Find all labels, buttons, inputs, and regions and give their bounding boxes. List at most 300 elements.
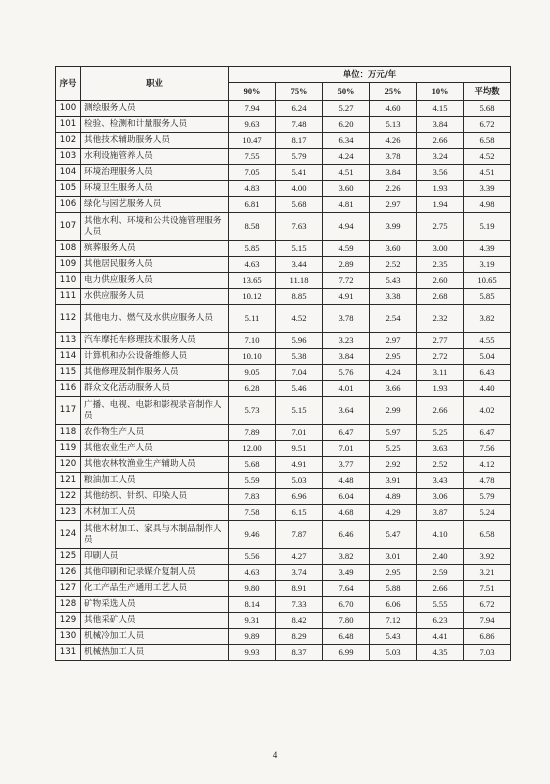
cell-p90: 4.63 <box>229 257 276 273</box>
cell-p50: 4.24 <box>323 149 370 165</box>
cell-occupation: 机械冷加工人员 <box>81 629 229 645</box>
cell-occupation: 其他水利、环境和公共设施管理服务人员 <box>81 213 229 241</box>
cell-p90: 7.55 <box>229 149 276 165</box>
cell-avg: 5.24 <box>464 505 511 521</box>
table-row <box>56 165 511 181</box>
header-occupation: 职业 <box>81 67 229 101</box>
table-row <box>56 549 511 565</box>
cell-p25: 5.97 <box>370 425 417 441</box>
cell-occupation: 化工产品生产通用工艺人员 <box>81 581 229 597</box>
table-row <box>56 305 511 333</box>
cell-p10: 2.35 <box>417 257 464 273</box>
cell-seq: 121 <box>56 473 81 489</box>
cell-seq: 126 <box>56 565 81 581</box>
cell-p90: 7.58 <box>229 505 276 521</box>
cell-seq: 101 <box>56 117 81 133</box>
cell-p50: 4.51 <box>323 165 370 181</box>
table-row <box>56 441 511 457</box>
cell-p50: 6.04 <box>323 489 370 505</box>
cell-p25: 5.47 <box>370 521 417 549</box>
cell-seq: 128 <box>56 597 81 613</box>
cell-seq: 100 <box>56 101 81 117</box>
cell-seq: 113 <box>56 333 81 349</box>
cell-p25: 4.89 <box>370 489 417 505</box>
cell-seq: 122 <box>56 489 81 505</box>
cell-avg: 6.86 <box>464 629 511 645</box>
cell-p50: 6.20 <box>323 117 370 133</box>
table-row <box>56 489 511 505</box>
table-body <box>56 101 511 661</box>
cell-avg: 6.43 <box>464 365 511 381</box>
cell-p50: 3.23 <box>323 333 370 349</box>
cell-p50: 7.64 <box>323 581 370 597</box>
cell-avg: 4.55 <box>464 333 511 349</box>
cell-p10: 2.59 <box>417 565 464 581</box>
table-row <box>56 349 511 365</box>
cell-occupation: 粮油加工人员 <box>81 473 229 489</box>
cell-p50: 3.78 <box>323 305 370 333</box>
cell-p90: 5.68 <box>229 457 276 473</box>
header-avg: 平均数 <box>464 83 511 101</box>
table-header-row <box>56 67 511 83</box>
cell-p90: 9.63 <box>229 117 276 133</box>
cell-seq: 129 <box>56 613 81 629</box>
cell-p10: 3.24 <box>417 149 464 165</box>
cell-p50: 3.60 <box>323 181 370 197</box>
cell-p75: 8.42 <box>276 613 323 629</box>
cell-p10: 3.11 <box>417 365 464 381</box>
cell-p10: 2.52 <box>417 457 464 473</box>
cell-p10: 6.23 <box>417 613 464 629</box>
cell-p90: 6.28 <box>229 381 276 397</box>
cell-avg: 3.92 <box>464 549 511 565</box>
cell-seq: 130 <box>56 629 81 645</box>
cell-avg: 10.65 <box>464 273 511 289</box>
cell-seq: 127 <box>56 581 81 597</box>
table-row <box>56 581 511 597</box>
cell-p25: 4.29 <box>370 505 417 521</box>
table-row <box>56 365 511 381</box>
cell-occupation: 其他修理及制作服务人员 <box>81 365 229 381</box>
cell-p75: 6.15 <box>276 505 323 521</box>
cell-p90: 8.58 <box>229 213 276 241</box>
cell-p25: 3.01 <box>370 549 417 565</box>
cell-p25: 5.03 <box>370 645 417 661</box>
cell-p25: 3.91 <box>370 473 417 489</box>
cell-p25: 5.25 <box>370 441 417 457</box>
cell-seq: 114 <box>56 349 81 365</box>
cell-p25: 3.38 <box>370 289 417 305</box>
cell-p75: 5.15 <box>276 397 323 425</box>
cell-p90: 5.85 <box>229 241 276 257</box>
cell-seq: 103 <box>56 149 81 165</box>
cell-p10: 2.32 <box>417 305 464 333</box>
table-row <box>56 333 511 349</box>
cell-avg: 7.51 <box>464 581 511 597</box>
cell-p10: 3.63 <box>417 441 464 457</box>
cell-p50: 7.80 <box>323 613 370 629</box>
cell-avg: 4.52 <box>464 149 511 165</box>
cell-p25: 3.60 <box>370 241 417 257</box>
cell-p90: 10.12 <box>229 289 276 305</box>
cell-p90: 9.80 <box>229 581 276 597</box>
cell-p10: 3.43 <box>417 473 464 489</box>
cell-occupation: 广播、电视、电影和影视录音制作人员 <box>81 397 229 425</box>
cell-p50: 4.01 <box>323 381 370 397</box>
cell-seq: 105 <box>56 181 81 197</box>
cell-avg: 6.72 <box>464 117 511 133</box>
cell-p75: 5.96 <box>276 333 323 349</box>
cell-p50: 3.49 <box>323 565 370 581</box>
table-row <box>56 425 511 441</box>
cell-seq: 118 <box>56 425 81 441</box>
cell-avg: 3.19 <box>464 257 511 273</box>
cell-p75: 11.18 <box>276 273 323 289</box>
cell-p10: 2.68 <box>417 289 464 305</box>
cell-p75: 3.74 <box>276 565 323 581</box>
cell-occupation: 印刷人员 <box>81 549 229 565</box>
table-row <box>56 457 511 473</box>
cell-p75: 5.46 <box>276 381 323 397</box>
table-row <box>56 397 511 425</box>
cell-seq: 111 <box>56 289 81 305</box>
cell-p25: 3.84 <box>370 165 417 181</box>
cell-p50: 7.01 <box>323 441 370 457</box>
cell-p50: 3.82 <box>323 549 370 565</box>
cell-p25: 5.43 <box>370 629 417 645</box>
cell-p10: 5.55 <box>417 597 464 613</box>
cell-occupation: 矿物采选人员 <box>81 597 229 613</box>
header-p75: 75% <box>276 83 323 101</box>
cell-occupation: 绿化与园艺服务人员 <box>81 197 229 213</box>
table-row <box>56 213 511 241</box>
cell-p10: 2.77 <box>417 333 464 349</box>
cell-p75: 4.52 <box>276 305 323 333</box>
cell-p90: 9.93 <box>229 645 276 661</box>
cell-p10: 1.93 <box>417 381 464 397</box>
cell-p90: 9.89 <box>229 629 276 645</box>
table-row <box>56 381 511 397</box>
cell-p50: 4.94 <box>323 213 370 241</box>
table-row <box>56 289 511 305</box>
cell-p10: 2.66 <box>417 397 464 425</box>
table-row <box>56 241 511 257</box>
cell-avg: 4.98 <box>464 197 511 213</box>
cell-seq: 125 <box>56 549 81 565</box>
cell-avg: 5.68 <box>464 101 511 117</box>
cell-p75: 7.87 <box>276 521 323 549</box>
cell-p90: 7.89 <box>229 425 276 441</box>
cell-p75: 6.96 <box>276 489 323 505</box>
cell-seq: 108 <box>56 241 81 257</box>
cell-p90: 10.47 <box>229 133 276 149</box>
cell-avg: 3.21 <box>464 565 511 581</box>
cell-p50: 6.34 <box>323 133 370 149</box>
cell-p90: 9.31 <box>229 613 276 629</box>
cell-p50: 6.47 <box>323 425 370 441</box>
cell-p50: 6.48 <box>323 629 370 645</box>
table-row <box>56 133 511 149</box>
cell-p25: 2.95 <box>370 565 417 581</box>
cell-p90: 4.83 <box>229 181 276 197</box>
cell-occupation: 其他印刷和记录媒介复制人员 <box>81 565 229 581</box>
cell-p25: 2.52 <box>370 257 417 273</box>
cell-avg: 3.39 <box>464 181 511 197</box>
cell-avg: 6.58 <box>464 521 511 549</box>
cell-occupation: 电力供应服务人员 <box>81 273 229 289</box>
cell-seq: 119 <box>56 441 81 457</box>
cell-occupation: 农作物生产人员 <box>81 425 229 441</box>
cell-p25: 4.26 <box>370 133 417 149</box>
cell-occupation: 检验、检测和计量服务人员 <box>81 117 229 133</box>
cell-p10: 3.00 <box>417 241 464 257</box>
table-row <box>56 101 511 117</box>
cell-occupation: 水供应服务人员 <box>81 289 229 305</box>
table-row <box>56 257 511 273</box>
cell-avg: 6.47 <box>464 425 511 441</box>
cell-avg: 5.79 <box>464 489 511 505</box>
cell-p90: 13.65 <box>229 273 276 289</box>
cell-seq: 106 <box>56 197 81 213</box>
cell-avg: 4.39 <box>464 241 511 257</box>
cell-avg: 3.82 <box>464 305 511 333</box>
table-row <box>56 521 511 549</box>
cell-p75: 5.03 <box>276 473 323 489</box>
table-row <box>56 629 511 645</box>
table-row <box>56 645 511 661</box>
cell-avg: 4.02 <box>464 397 511 425</box>
cell-p90: 7.10 <box>229 333 276 349</box>
cell-avg: 7.03 <box>464 645 511 661</box>
table-row <box>56 197 511 213</box>
cell-p50: 3.64 <box>323 397 370 425</box>
cell-occupation: 计算机和办公设备维修人员 <box>81 349 229 365</box>
cell-p75: 8.17 <box>276 133 323 149</box>
cell-p50: 4.59 <box>323 241 370 257</box>
cell-p75: 5.38 <box>276 349 323 365</box>
cell-seq: 110 <box>56 273 81 289</box>
cell-p25: 6.06 <box>370 597 417 613</box>
cell-p25: 2.99 <box>370 397 417 425</box>
header-p50: 50% <box>323 83 370 101</box>
cell-seq: 107 <box>56 213 81 241</box>
cell-seq: 104 <box>56 165 81 181</box>
cell-p50: 4.68 <box>323 505 370 521</box>
cell-p25: 3.78 <box>370 149 417 165</box>
cell-p50: 3.84 <box>323 349 370 365</box>
header-unit: 单位：万元/年 <box>229 67 511 83</box>
header-seq: 序号 <box>56 67 81 101</box>
cell-p50: 4.48 <box>323 473 370 489</box>
header-p10: 10% <box>417 83 464 101</box>
cell-p25: 2.95 <box>370 349 417 365</box>
cell-p75: 8.37 <box>276 645 323 661</box>
cell-occupation: 环境治理服务人员 <box>81 165 229 181</box>
cell-p75: 7.33 <box>276 597 323 613</box>
cell-p75: 9.51 <box>276 441 323 457</box>
cell-p10: 4.10 <box>417 521 464 549</box>
cell-p90: 9.46 <box>229 521 276 549</box>
cell-occupation: 机械热加工人员 <box>81 645 229 661</box>
cell-p90: 9.05 <box>229 365 276 381</box>
cell-p90: 5.11 <box>229 305 276 333</box>
cell-seq: 120 <box>56 457 81 473</box>
cell-avg: 4.12 <box>464 457 511 473</box>
cell-occupation: 环境卫生服务人员 <box>81 181 229 197</box>
cell-p25: 3.66 <box>370 381 417 397</box>
cell-p90: 7.94 <box>229 101 276 117</box>
cell-occupation: 其他技术辅助服务人员 <box>81 133 229 149</box>
cell-p10: 2.60 <box>417 273 464 289</box>
cell-avg: 4.78 <box>464 473 511 489</box>
cell-p25: 5.43 <box>370 273 417 289</box>
cell-avg: 5.19 <box>464 213 511 241</box>
table-row <box>56 149 511 165</box>
cell-p90: 8.14 <box>229 597 276 613</box>
cell-p75: 6.24 <box>276 101 323 117</box>
table-row <box>56 505 511 521</box>
cell-p75: 4.27 <box>276 549 323 565</box>
cell-occupation: 群众文化活动服务人员 <box>81 381 229 397</box>
cell-p90: 5.56 <box>229 549 276 565</box>
cell-p10: 2.66 <box>417 133 464 149</box>
cell-p50: 2.89 <box>323 257 370 273</box>
cell-p90: 6.81 <box>229 197 276 213</box>
cell-avg: 7.94 <box>464 613 511 629</box>
cell-seq: 116 <box>56 381 81 397</box>
cell-p90: 7.83 <box>229 489 276 505</box>
cell-seq: 102 <box>56 133 81 149</box>
cell-p75: 7.63 <box>276 213 323 241</box>
cell-occupation: 其他电力、燃气及水供应服务人员 <box>81 305 229 333</box>
cell-p25: 2.97 <box>370 333 417 349</box>
cell-p10: 3.06 <box>417 489 464 505</box>
cell-occupation: 其他木材加工、家具与木制品制作人员 <box>81 521 229 549</box>
cell-p75: 4.91 <box>276 457 323 473</box>
cell-occupation: 其他农业生产人员 <box>81 441 229 457</box>
cell-p50: 4.91 <box>323 289 370 305</box>
cell-occupation: 其他采矿人员 <box>81 613 229 629</box>
cell-avg: 6.72 <box>464 597 511 613</box>
cell-p75: 5.15 <box>276 241 323 257</box>
header-p90: 90% <box>229 83 276 101</box>
cell-occupation: 其他农林牧渔业生产辅助人员 <box>81 457 229 473</box>
table-row <box>56 181 511 197</box>
cell-p25: 3.99 <box>370 213 417 241</box>
cell-p75: 8.85 <box>276 289 323 305</box>
cell-p90: 5.59 <box>229 473 276 489</box>
table-row <box>56 273 511 289</box>
cell-p75: 5.41 <box>276 165 323 181</box>
cell-p25: 2.92 <box>370 457 417 473</box>
cell-p75: 5.79 <box>276 149 323 165</box>
cell-seq: 109 <box>56 257 81 273</box>
cell-p25: 4.60 <box>370 101 417 117</box>
cell-p25: 4.24 <box>370 365 417 381</box>
cell-avg: 7.56 <box>464 441 511 457</box>
cell-p25: 2.54 <box>370 305 417 333</box>
cell-p90: 5.73 <box>229 397 276 425</box>
cell-p10: 4.35 <box>417 645 464 661</box>
cell-occupation: 其他居民服务人员 <box>81 257 229 273</box>
cell-p10: 1.94 <box>417 197 464 213</box>
table-row <box>56 473 511 489</box>
cell-avg: 6.58 <box>464 133 511 149</box>
cell-seq: 112 <box>56 305 81 333</box>
cell-p75: 4.00 <box>276 181 323 197</box>
cell-p50: 6.99 <box>323 645 370 661</box>
cell-p10: 4.41 <box>417 629 464 645</box>
cell-occupation: 其他纺织、针织、印染人员 <box>81 489 229 505</box>
cell-p75: 3.44 <box>276 257 323 273</box>
cell-p90: 4.63 <box>229 565 276 581</box>
cell-avg: 4.51 <box>464 165 511 181</box>
cell-p10: 1.93 <box>417 181 464 197</box>
table-row <box>56 117 511 133</box>
cell-p10: 5.25 <box>417 425 464 441</box>
header-p25: 25% <box>370 83 417 101</box>
cell-occupation: 测绘服务人员 <box>81 101 229 117</box>
cell-occupation: 殡葬服务人员 <box>81 241 229 257</box>
cell-occupation: 水利设施管养人员 <box>81 149 229 165</box>
table-row <box>56 597 511 613</box>
cell-p25: 5.13 <box>370 117 417 133</box>
cell-p75: 7.01 <box>276 425 323 441</box>
cell-p10: 2.40 <box>417 549 464 565</box>
cell-p10: 4.15 <box>417 101 464 117</box>
page-number: 4 <box>272 750 278 760</box>
table-row <box>56 613 511 629</box>
cell-p50: 5.27 <box>323 101 370 117</box>
cell-p25: 7.12 <box>370 613 417 629</box>
cell-p75: 7.04 <box>276 365 323 381</box>
cell-p75: 8.91 <box>276 581 323 597</box>
cell-avg: 5.85 <box>464 289 511 305</box>
cell-p25: 5.88 <box>370 581 417 597</box>
cell-p10: 3.87 <box>417 505 464 521</box>
table-row <box>56 565 511 581</box>
wage-table <box>55 66 511 661</box>
cell-p75: 5.68 <box>276 197 323 213</box>
cell-p75: 7.48 <box>276 117 323 133</box>
cell-p50: 6.46 <box>323 521 370 549</box>
cell-p10: 2.75 <box>417 213 464 241</box>
cell-seq: 117 <box>56 397 81 425</box>
cell-p50: 3.77 <box>323 457 370 473</box>
cell-avg: 5.04 <box>464 349 511 365</box>
cell-p75: 8.29 <box>276 629 323 645</box>
cell-p90: 7.05 <box>229 165 276 181</box>
cell-p90: 10.10 <box>229 349 276 365</box>
cell-p10: 3.56 <box>417 165 464 181</box>
cell-p50: 6.70 <box>323 597 370 613</box>
cell-occupation: 汽车摩托车修理技术服务人员 <box>81 333 229 349</box>
cell-p50: 4.81 <box>323 197 370 213</box>
cell-p50: 5.76 <box>323 365 370 381</box>
cell-seq: 124 <box>56 521 81 549</box>
cell-p90: 12.00 <box>229 441 276 457</box>
cell-p25: 2.97 <box>370 197 417 213</box>
cell-p10: 2.72 <box>417 349 464 365</box>
cell-seq: 131 <box>56 645 81 661</box>
cell-seq: 123 <box>56 505 81 521</box>
cell-avg: 4.40 <box>464 381 511 397</box>
cell-p10: 3.84 <box>417 117 464 133</box>
cell-p25: 2.26 <box>370 181 417 197</box>
cell-p50: 7.72 <box>323 273 370 289</box>
cell-p10: 2.66 <box>417 581 464 597</box>
cell-seq: 115 <box>56 365 81 381</box>
